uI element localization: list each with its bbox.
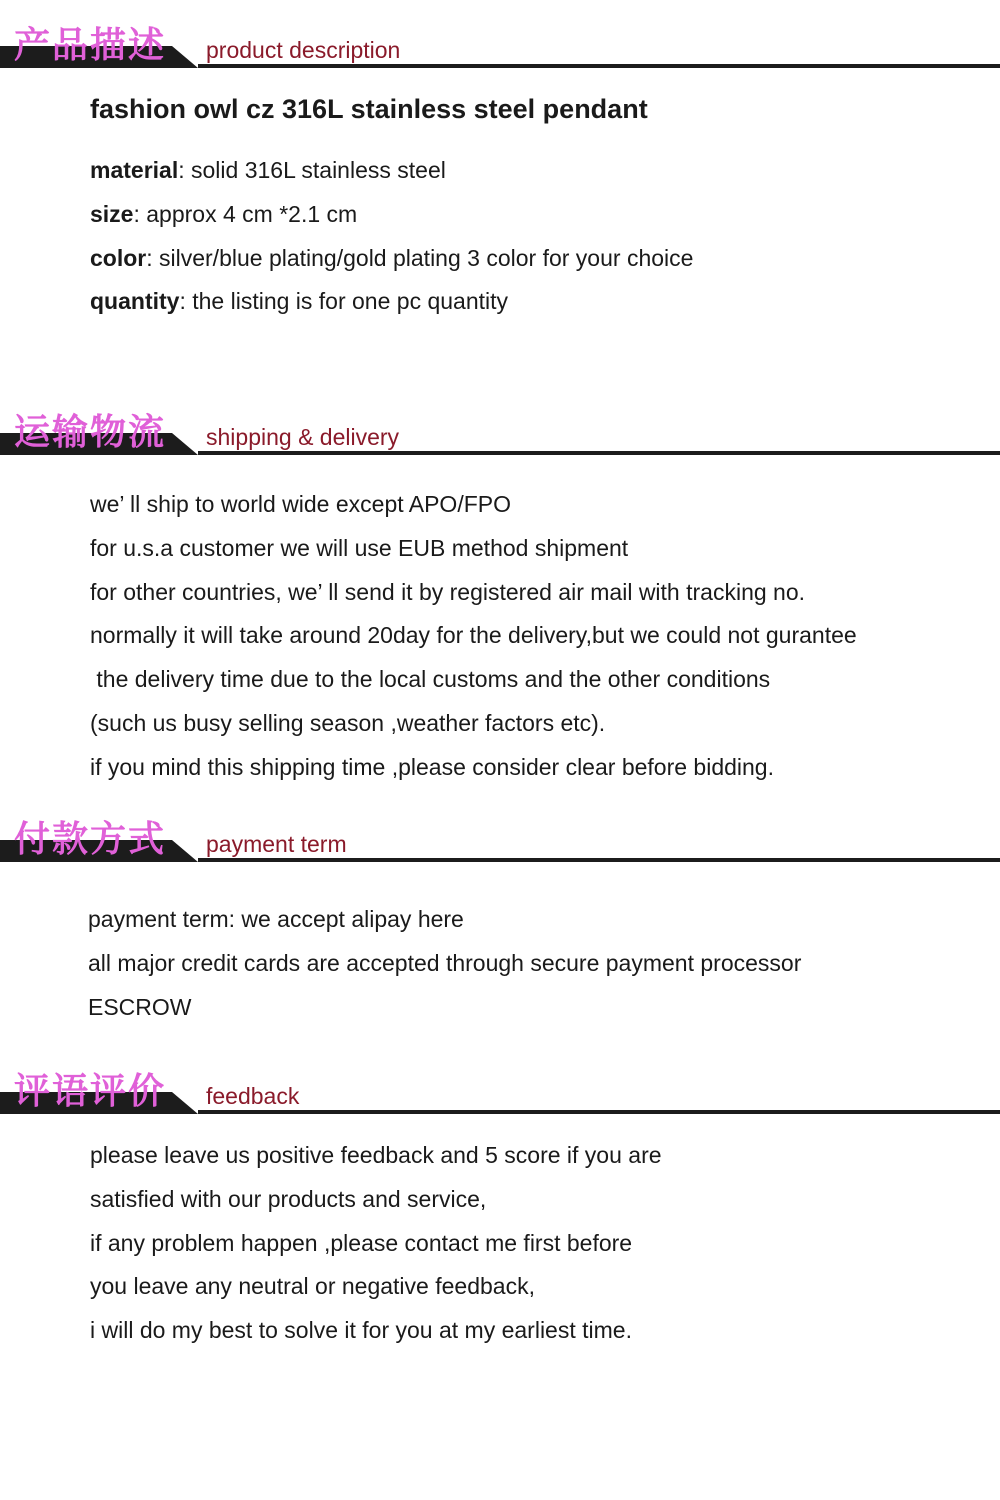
spec-quantity — [90, 287, 508, 315]
shipping-line: for other countries, we’ ll send it by registered air mail with tracking no. — [90, 579, 806, 605]
feedback-line: i will do my best to solve it for you at my earliest time. — [90, 1317, 632, 1343]
spec-key: size — [90, 201, 134, 227]
spec-material — [90, 156, 446, 184]
shipping-line: normally it will take around 20day for the delivery,but we could not gurantee — [90, 622, 857, 648]
shipping-line: if you mind this shipping time ,please consider clear before bidding. — [90, 754, 774, 780]
section-title-zh: 付款方式 — [14, 819, 167, 860]
feedback-line: if any problem happen ,please contact me first before — [90, 1230, 633, 1256]
payment-line: all major credit cards are accepted through secure payment processor — [88, 950, 802, 976]
feedback-line: please leave us positive feedback and 5 score if you are — [90, 1142, 662, 1168]
spec-size — [90, 200, 357, 228]
shipping-line: we’ ll ship to world wide except APO/FPO — [90, 491, 511, 517]
shipping-line: for u.s.a customer we will use EUB method shipment — [90, 535, 629, 561]
feedback-line: you leave any neutral or negative feedback, — [90, 1273, 535, 1299]
section-header-payment — [0, 818, 1000, 862]
section-title-en: shipping & delivery — [206, 424, 400, 450]
payment-line: payment term: we accept alipay here — [88, 906, 464, 932]
spec-value: : silver/blue plating/gold plating 3 color for your choice — [146, 245, 694, 271]
spec-value: : solid 316L stainless steel — [178, 157, 446, 183]
spec-key: color — [90, 245, 147, 271]
header-rule — [198, 1110, 1000, 1114]
shipping-line: the delivery time due to the local customs and the other conditions — [90, 666, 771, 692]
feedback-line: satisfied with our products and service, — [90, 1186, 487, 1212]
section-header-product — [0, 24, 1000, 68]
section-title-en: feedback — [206, 1083, 300, 1109]
header-rule — [198, 858, 1000, 862]
section-header-shipping — [0, 411, 1000, 455]
header-rule — [198, 451, 1000, 455]
spec-color — [90, 244, 693, 272]
section-title-zh: 运输物流 — [14, 412, 167, 453]
section-title-zh: 评语评价 — [14, 1071, 167, 1112]
spec-value: : approx 4 cm *2.1 cm — [133, 201, 358, 227]
header-rule — [198, 64, 1000, 68]
shipping-line: (such us busy selling season ,weather factors etc). — [90, 710, 606, 736]
spec-key: material — [90, 157, 179, 183]
section-title-en: product description — [206, 37, 401, 63]
section-header-feedback — [0, 1070, 1000, 1114]
section-title-zh: 产品描述 — [14, 25, 167, 66]
payment-line: ESCROW — [88, 994, 192, 1020]
spec-value: : the listing is for one pc quantity — [179, 288, 509, 314]
section-title-en: payment term — [206, 831, 347, 857]
spec-key: quantity — [90, 288, 180, 314]
product-title: fashion owl cz 316L stainless steel pendant — [90, 94, 648, 124]
